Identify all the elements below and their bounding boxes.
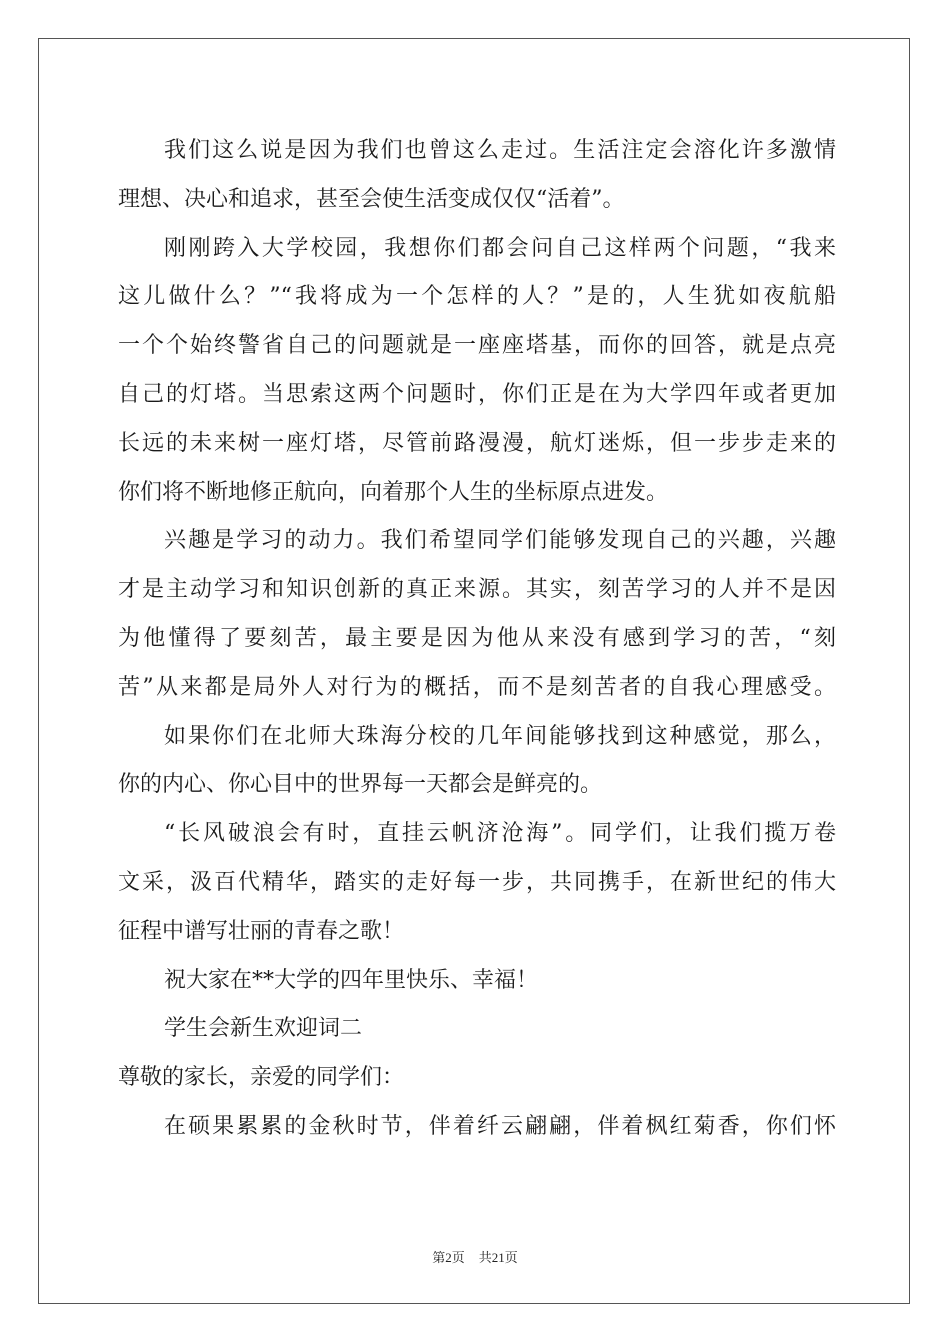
text-line: 你们将不断地修正航向，向着那个人生的坐标原点进发。: [118, 479, 669, 505]
page-total: 共21页: [478, 1250, 518, 1265]
text-line: 理想、决心和追求，甚至会使生活变成仅仅“活着”。: [118, 186, 625, 212]
text-line: 我们这么说是因为我们也曾这么走过。生活注定会溶化许多激情: [164, 138, 836, 163]
text-line: 刚刚跨入大学校园，我想你们都会问自己这样两个问题，“我来: [164, 235, 836, 261]
text-line: 一个个始终警省自己的问题就是一座座塔基，而你的回答，就是点亮: [118, 333, 836, 359]
document-body: [118, 127, 836, 1152]
text-line: 苦”从来都是局外人对行为的概括，而不是刻苦者的自我心理感受。: [118, 674, 836, 700]
text-line: 兴趣是学习的动力。我们希望同学们能够发现自己的兴趣，兴趣: [164, 528, 836, 554]
text-line: 才是主动学习和知识创新的真正来源。其实，刻苦学习的人并不是因: [118, 577, 836, 603]
text-line: 文采，汲百代精华，踏实的走好每一步，共同携手，在新世纪的伟大: [118, 869, 836, 895]
text-line: 自己的灯塔。当思索这两个问题时，你们正是在为大学四年或者更加: [118, 381, 836, 407]
text-line: 这儿做什么？”“我将成为一个怎样的人？”是的，人生犹如夜航船: [118, 284, 836, 310]
text-line: 祝大家在**大学的四年里快乐、幸福！: [164, 967, 539, 993]
text-line: 你的内心、你心目中的世界每一天都会是鲜亮的。: [118, 772, 603, 798]
text-line: 学生会新生欢迎词二: [164, 1016, 363, 1042]
text-line: “长风破浪会有时，直挂云帆济沧海”。同学们，让我们揽万卷: [164, 821, 836, 847]
text-line: 如果你们在北师大珠海分校的几年间能够找到这种感觉，那么，: [164, 723, 836, 749]
text-line: 长远的未来树一座灯塔，尽管前路漫漫，航灯迷烁，但一步步走来的: [118, 430, 836, 456]
text-line: 为他懂得了要刻苦，最主要是因为他从来没有感到学习的苦，“刻: [118, 625, 836, 651]
text-line: 尊敬的家长，亲爱的同学们：: [118, 1065, 405, 1091]
text-line: 在硕果累累的金秋时节，伴着纤云翩翩，伴着枫红菊香，你们怀: [164, 1113, 836, 1139]
text-line: 征程中谱写壮丽的青春之歌！: [118, 918, 405, 944]
page-number: 第2页: [432, 1250, 465, 1265]
page-footer: [0, 1247, 950, 1266]
